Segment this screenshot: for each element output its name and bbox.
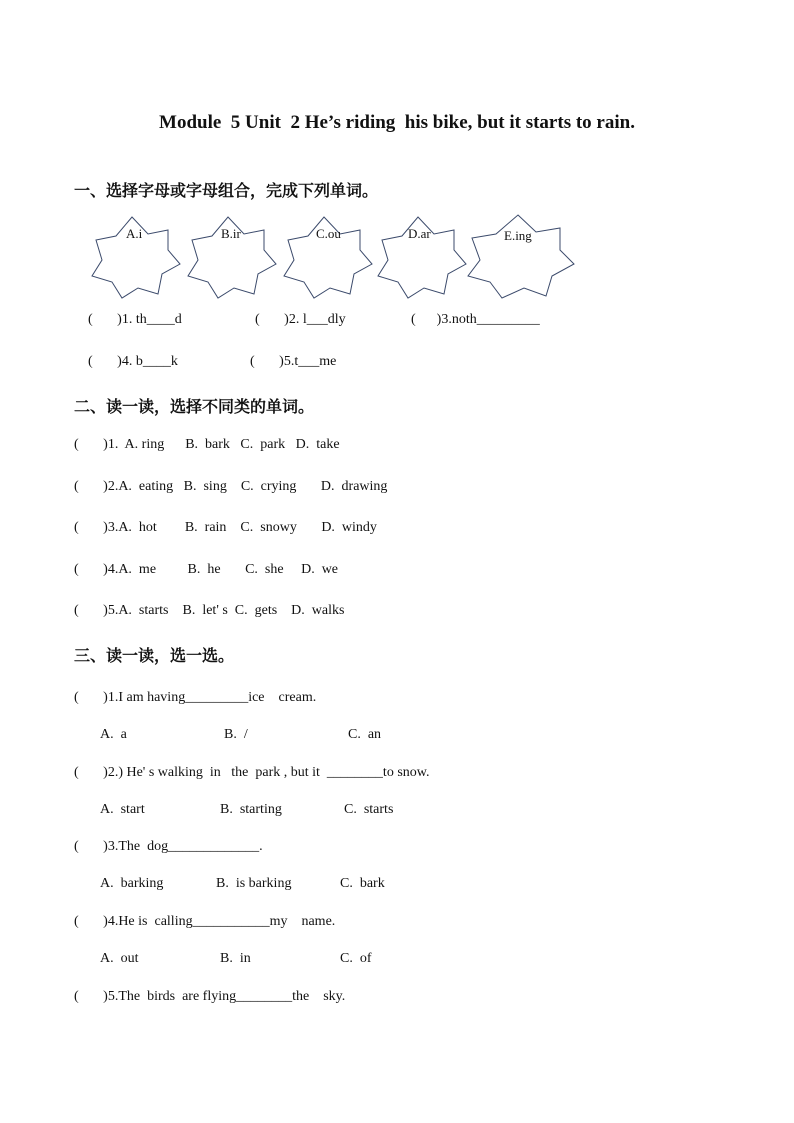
s3-q3-option-a: A. barking	[100, 876, 164, 891]
star-label-e: E.ing	[504, 228, 532, 243]
s1-item-3: ( )3.noth_________	[411, 312, 540, 327]
s2-item-2: ( )2.A. eating B. sing C. crying D. drawing	[74, 479, 388, 494]
s3-question-1: ( )1.I am having_________ice cream.	[74, 690, 317, 705]
s3-q1-option-b: B. /	[224, 727, 248, 742]
s3-q1-option-a: A. a	[100, 727, 127, 742]
page-title: Module 5 Unit 2 He’s riding his bike, but it starts to rain.	[159, 112, 635, 133]
s3-question-4: ( )4.He is calling___________my name.	[74, 914, 336, 929]
section3-heading: 三、读一读，选一选。	[74, 646, 235, 665]
s3-q4-option-a: A. out	[100, 951, 139, 966]
s3-q1-option-c: C. an	[348, 727, 382, 742]
s3-q4-option-b: B. in	[220, 951, 251, 966]
s3-q4-option-c: C. of	[340, 951, 372, 966]
s3-q3-option-c: C. bark	[340, 876, 385, 891]
s1-item-1: ( )1. th____d	[88, 312, 182, 327]
s2-item-3: ( )3.A. hot B. rain C. snowy D. windy	[74, 520, 377, 535]
star-label-a: A.i	[126, 226, 143, 241]
s2-item-5: ( )5.A. starts B. let' s C. gets D. walks	[74, 603, 345, 618]
section2-heading: 二、读一读，选择不同类的单词。	[74, 397, 315, 416]
s2-item-1: ( )1. A. ring B. bark C. park D. take	[74, 437, 340, 452]
star-label-b: B.ir	[221, 226, 241, 241]
s3-question-5: ( )5.The birds are flying________the sky.	[74, 989, 346, 1004]
star-label-d: D.ar	[408, 226, 431, 241]
star-label-c: C.ou	[316, 226, 341, 241]
s3-question-2: ( )2.) He' s walking in the park , but it ________to snow.	[74, 765, 430, 780]
s2-item-4: ( )4.A. me B. he C. she D. we	[74, 562, 339, 577]
section1-heading: 一、选择字母或字母组合，完成下列单词。	[74, 181, 379, 200]
s1-item-4: ( )4. b____k	[88, 354, 178, 369]
star-group	[88, 212, 588, 307]
s1-item-2: ( )2. l___dly	[255, 312, 346, 327]
s3-question-3: ( )3.The dog_____________.	[74, 839, 263, 854]
s3-q2-option-b: B. starting	[220, 802, 282, 817]
s3-q2-option-c: C. starts	[344, 802, 394, 817]
s1-item-5: ( )5.t___me	[250, 354, 337, 369]
s3-q3-option-b: B. is barking	[216, 876, 292, 891]
s3-q2-option-a: A. start	[100, 802, 145, 817]
